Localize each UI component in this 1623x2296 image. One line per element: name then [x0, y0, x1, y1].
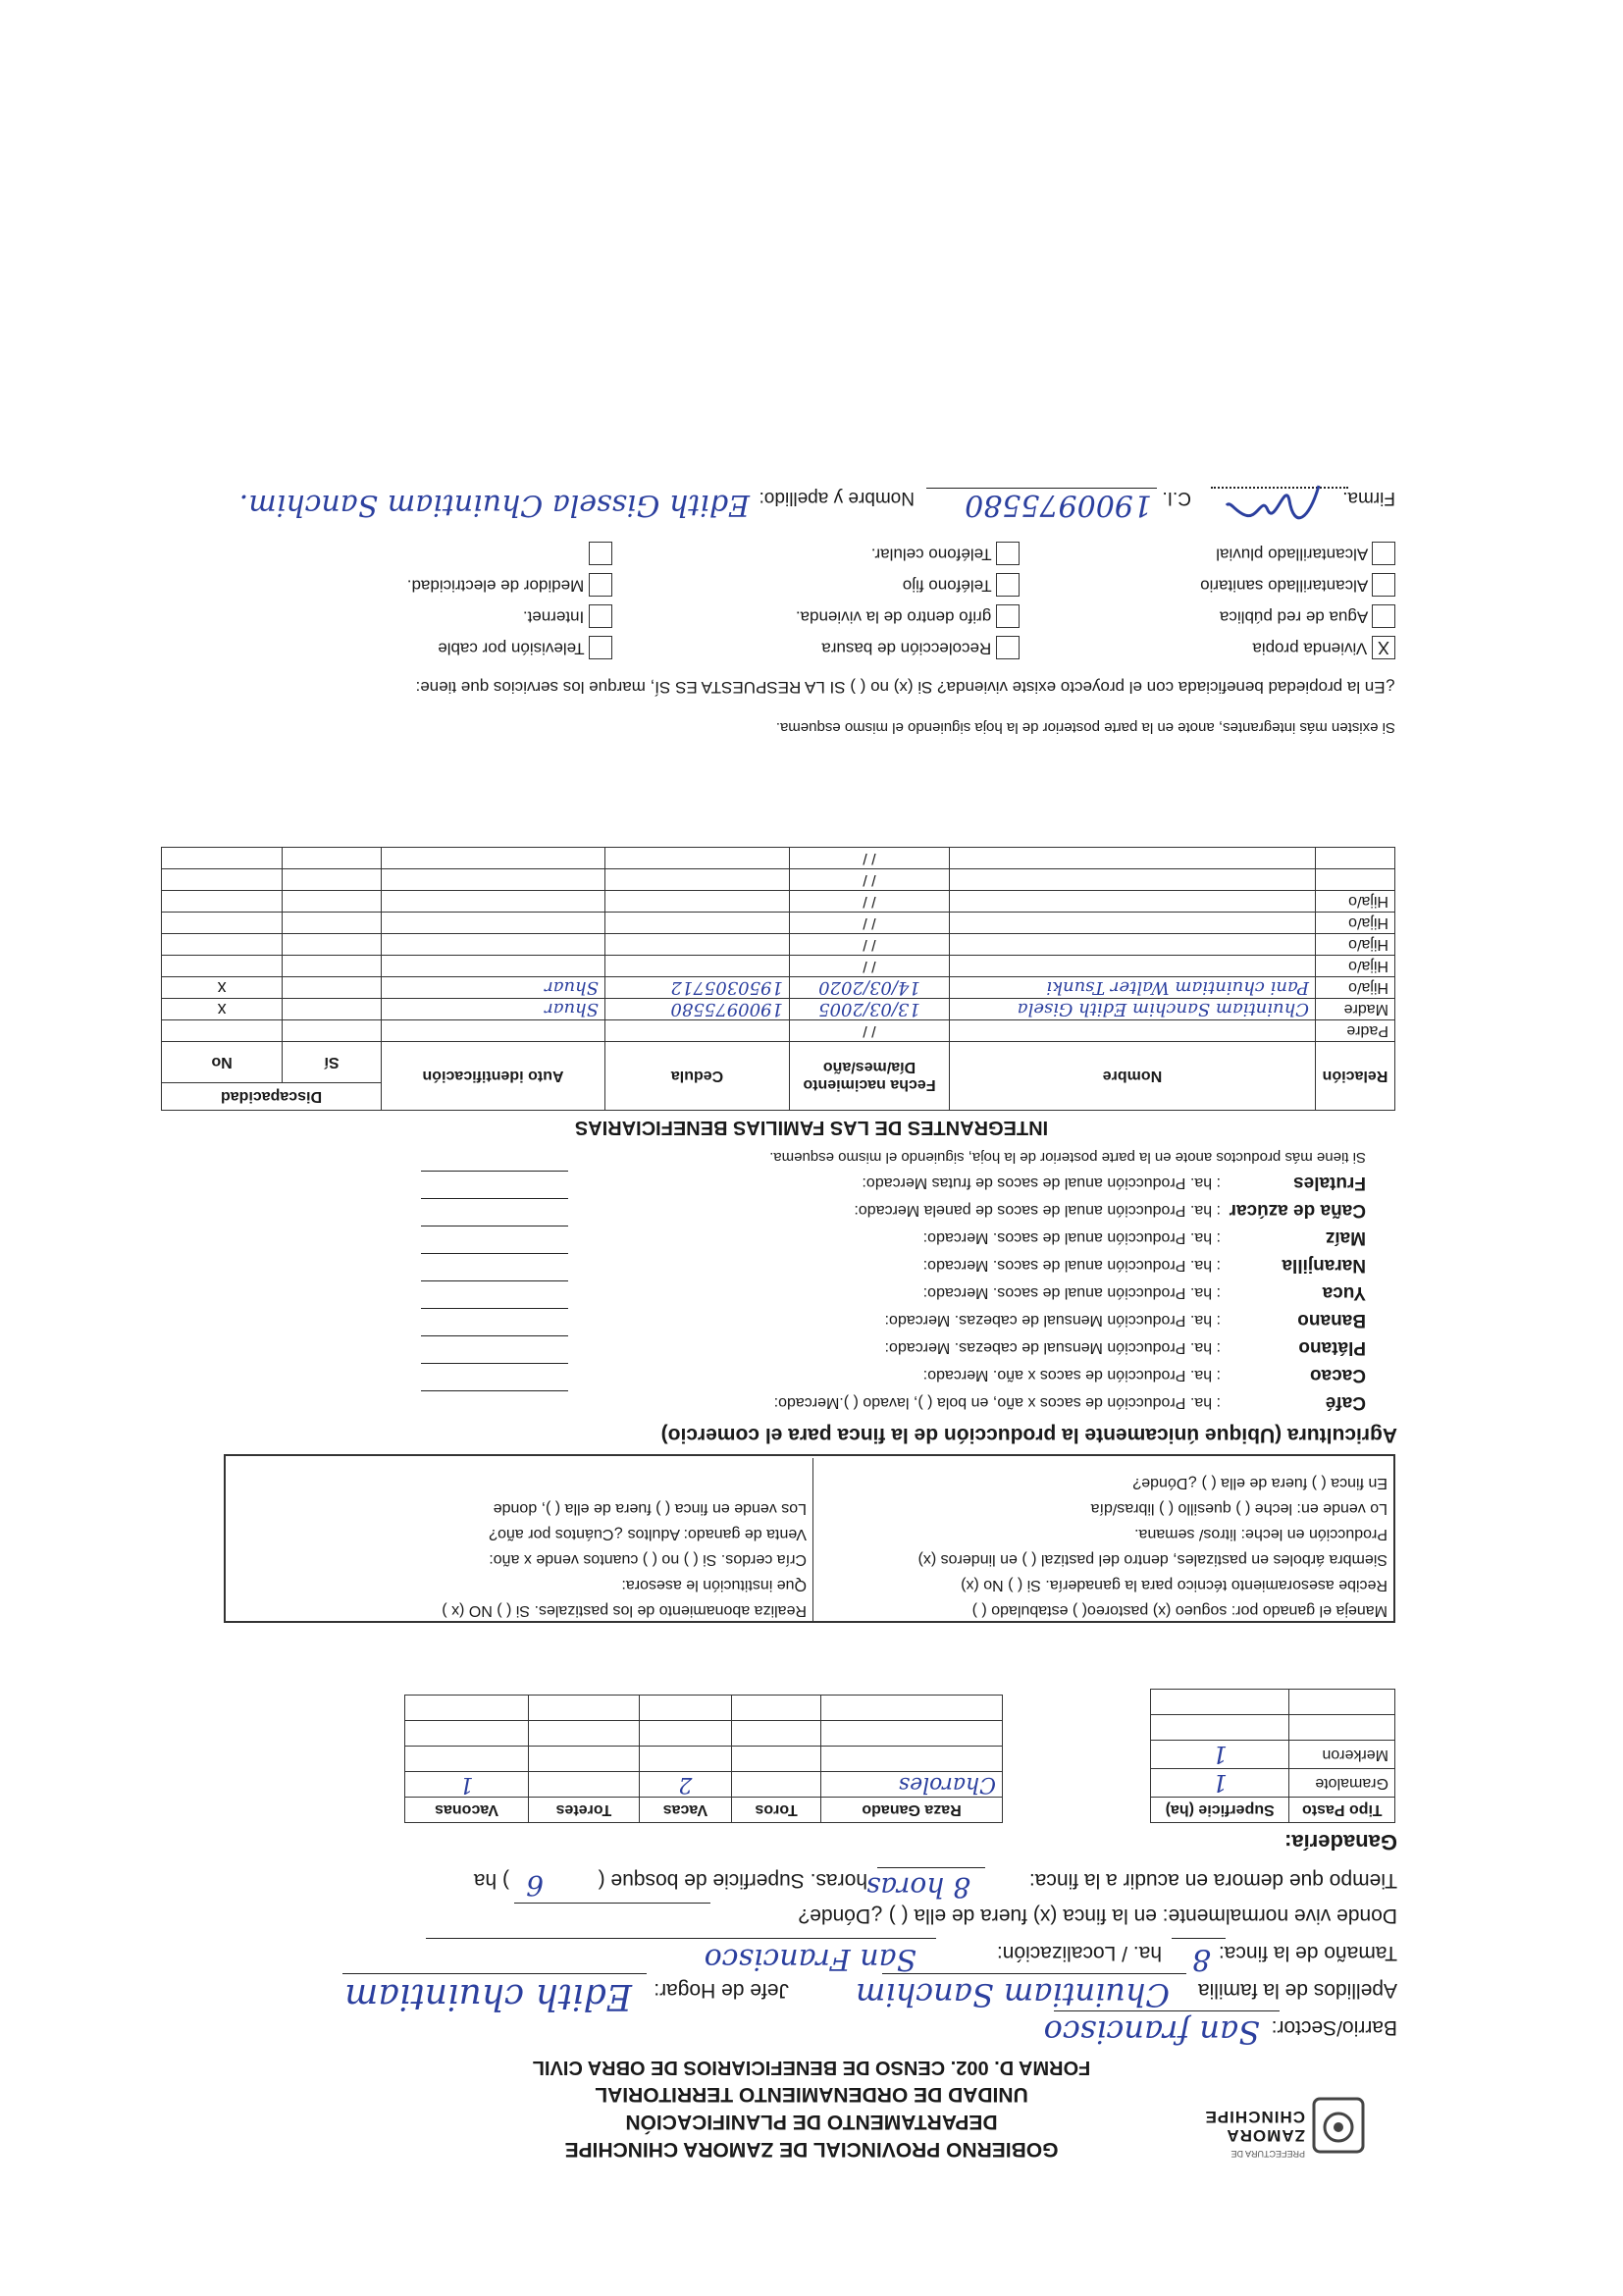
cell-nombre	[950, 869, 1316, 891]
checkbox[interactable]	[589, 542, 612, 565]
abonamiento-text: Realiza abonamiento de los pastizales. Si ( ) NO (x )	[442, 1602, 807, 1619]
signature-mark	[1221, 471, 1329, 540]
ganado-header: Raza Ganado	[821, 1798, 1003, 1823]
ganado-header: Toros	[732, 1798, 821, 1823]
ganado-toros	[732, 1721, 821, 1747]
ganaderia-title: Ganadería:	[1284, 1830, 1397, 1854]
cell-no: x	[162, 999, 283, 1020]
ganado-vacas: 2	[639, 1772, 731, 1798]
crop-name: Naranjilla	[1282, 1255, 1366, 1276]
ganado-vaconas	[405, 1721, 529, 1747]
ganado-toros	[732, 1747, 821, 1772]
ganado-row	[405, 1721, 1003, 1747]
servicio-label: Agua de red pública	[1219, 607, 1369, 627]
table-row	[162, 956, 1395, 977]
servicio-item[interactable]	[796, 604, 1020, 628]
checkbox[interactable]	[1372, 604, 1395, 628]
table-row	[162, 891, 1395, 913]
cell-si	[283, 848, 382, 869]
barrio-value: San francisco	[1043, 2013, 1260, 2051]
ganado-raza	[821, 1721, 1003, 1747]
ganado-row	[405, 1772, 1003, 1798]
pasto-header-sup: Superficie (ha)	[1151, 1798, 1289, 1823]
cell-cedula	[605, 848, 790, 869]
cell-auto: Shuar	[382, 999, 605, 1020]
cell-auto	[382, 891, 605, 913]
cell-no: x	[162, 977, 283, 999]
crop-name: Café	[1325, 1392, 1366, 1413]
ganado-toretes	[529, 1747, 640, 1772]
cell-rel: Hija/o	[1316, 956, 1395, 977]
servicio-item[interactable]	[438, 636, 612, 659]
cell-cedula: 1950305712	[605, 977, 790, 999]
pasto-tipo: Merkeron	[1289, 1741, 1395, 1769]
siembra-text: Siembra árboles en pastizales, dentro del pastizal ( ) en linderos (x)	[917, 1551, 1387, 1568]
servicios-question: ¿En la propiedad beneficiada con el proyecto existe vivienda? Si (x) no ( ) SI LA RESPUESTA ES SÍ, marque los servicios que tiene:	[415, 678, 1395, 697]
cell-cedula	[605, 913, 790, 934]
ci-value: 1900975580	[965, 488, 1152, 522]
ganado-row	[405, 1696, 1003, 1721]
ganado-toros	[732, 1696, 821, 1721]
pasto-sup: 1	[1151, 1741, 1289, 1769]
maneja-text: Maneja el ganado por: sogueo (x) pastoreo( ) estabulado ( )	[971, 1602, 1387, 1619]
servicio-label: Televisión por cable	[438, 639, 585, 658]
cell-fecha: / /	[790, 956, 950, 977]
bosque-value: 6	[526, 1869, 544, 1902]
ganado-raza: Charoles	[821, 1772, 1003, 1798]
integrantes-title: INTEGRANTES DE LAS FAMILIAS BENEFICIARIAS	[574, 1117, 1049, 1138]
ganado-vaconas: 1	[405, 1772, 529, 1798]
pasto-sup	[1151, 1690, 1289, 1715]
cell-si	[283, 913, 382, 934]
apellidos-value: Chuintiam Sanchim	[856, 1976, 1170, 2013]
checkbox[interactable]: X	[1372, 636, 1395, 659]
ganado-vacas	[639, 1747, 731, 1772]
venta-ganado-text: Venta de ganado: Adultos ¿Cuántos por año?	[489, 1526, 807, 1542]
cell-nombre: Pani chuintiam Walter Tsunki	[950, 977, 1316, 999]
vende-en-text: Lo vende en: leche ( ) quesillo ( ) libras/día	[1090, 1500, 1387, 1517]
checkbox[interactable]	[996, 604, 1020, 628]
header-auto: Auto identificación	[382, 1042, 605, 1111]
crop-name: Banano	[1297, 1310, 1366, 1331]
cell-fecha: 13/03/2005	[790, 999, 950, 1020]
cell-no	[162, 913, 283, 934]
checkbox[interactable]	[1372, 573, 1395, 597]
header-nombre: Nombre	[950, 1042, 1316, 1111]
cell-si	[283, 891, 382, 913]
checkbox[interactable]	[589, 636, 612, 659]
crop-name: Cacao	[1309, 1365, 1366, 1385]
cell-fecha: / /	[790, 869, 950, 891]
pasto-row	[1151, 1741, 1395, 1769]
ganado-raza	[821, 1696, 1003, 1721]
jefe-label: Jefe de Hogar:	[654, 1979, 789, 2002]
cell-auto: Shuar	[382, 977, 605, 999]
cell-nombre	[950, 934, 1316, 956]
cell-nombre	[950, 1020, 1316, 1042]
cell-rel: Hija/o	[1316, 913, 1395, 934]
tamano-value: 8	[1191, 1942, 1211, 1976]
servicio-item[interactable]	[1200, 573, 1395, 597]
cell-fecha: 14/03/2020	[790, 977, 950, 999]
integrantes-table	[161, 847, 1395, 1111]
integrantes-table-wrap	[161, 847, 1395, 1111]
cell-fecha: / /	[790, 1020, 950, 1042]
tiempo-text-c: ) ha	[473, 1869, 509, 1892]
servicio-item[interactable]	[871, 542, 1020, 565]
pasto-tipo	[1289, 1715, 1395, 1741]
cell-no	[162, 934, 283, 956]
cell-rel	[1316, 869, 1395, 891]
servicio-item[interactable]	[407, 573, 612, 597]
ganado-header: Toretes	[529, 1798, 640, 1823]
table-row	[162, 977, 1395, 999]
cell-auto	[382, 913, 605, 934]
servicio-label: Teléfono celular.	[870, 545, 992, 564]
cell-cedula	[605, 869, 790, 891]
cell-nombre: Chuintiam Sanchim Edith Gisela	[950, 999, 1316, 1020]
cell-rel: Hija/o	[1316, 891, 1395, 913]
pasto-row	[1151, 1690, 1395, 1715]
cell-nombre	[950, 848, 1316, 869]
servicio-label: Recolección de basura	[821, 639, 992, 658]
cell-si	[283, 934, 382, 956]
servicio-label: Vivienda propia	[1252, 639, 1368, 658]
tiempo-text-a: Tiempo que demora en acudir a la finca:	[1028, 1869, 1397, 1892]
servicio-item[interactable]	[589, 542, 612, 565]
ganado-header: Vaconas	[405, 1798, 529, 1823]
cell-rel: Hija/o	[1316, 977, 1395, 999]
org-line-3: UNIDAD DE ORDENAMIENTO TERRITORIAL	[595, 2083, 1028, 2106]
cell-cedula	[605, 956, 790, 977]
checkbox[interactable]	[996, 636, 1020, 659]
crop-line: : ha. Producción Mensual de cabezas. Mercado:	[884, 1312, 1221, 1329]
ganado-table	[404, 1695, 1003, 1823]
cell-auto	[382, 934, 605, 956]
cell-rel: Padre	[1316, 1020, 1395, 1042]
pasto-row	[1151, 1769, 1395, 1798]
tamano-label: Tamaño de la finca:	[1218, 1942, 1397, 1964]
tiempo-value: 8 horas	[865, 1871, 970, 1904]
cell-si	[283, 999, 382, 1020]
header-fecha: Fecha nacimiento Día/mes/año	[790, 1042, 950, 1111]
servicio-item[interactable]	[523, 604, 612, 628]
checkbox[interactable]	[1372, 542, 1395, 565]
asesoramiento-text: Recibe asesoramiento técnico para la ganadería. Si ( ) No (x)	[961, 1577, 1387, 1593]
pasto-table-wrap	[1150, 1689, 1395, 1823]
cell-nombre	[950, 891, 1316, 913]
pasto-sup: 1	[1151, 1769, 1289, 1798]
header-cedula: Cedula	[605, 1042, 790, 1111]
ganado-raza	[821, 1747, 1003, 1772]
checkbox[interactable]	[589, 573, 612, 597]
pasto-row	[1151, 1715, 1395, 1741]
pasto-tipo	[1289, 1690, 1395, 1715]
firma-label: Firma.	[1342, 488, 1395, 508]
cell-rel	[1316, 848, 1395, 869]
cell-cedula	[605, 891, 790, 913]
crop-name: Frutales	[1293, 1173, 1366, 1193]
ganado-toretes	[529, 1721, 640, 1747]
institucion-text: Que institución le asesora:	[621, 1577, 807, 1593]
cell-fecha: / /	[790, 848, 950, 869]
table-row	[162, 999, 1395, 1020]
jefe-value: Edith chuintiam	[344, 1976, 632, 2016]
cell-cedula: 1900975580	[605, 999, 790, 1020]
servicio-label: Teléfono fijo	[902, 576, 992, 596]
cell-auto	[382, 956, 605, 977]
logo-small-text: PREFECTURA DE	[1230, 2149, 1305, 2159]
logo-name: ZAMORA CHINCHIPE	[1204, 2108, 1305, 2145]
ganado-vaconas	[405, 1696, 529, 1721]
cell-no	[162, 869, 283, 891]
servicio-item[interactable]	[903, 573, 1020, 597]
crop-line: : ha. Producción de sacos x año, en bola ( ), lavado ( ).Mercado:	[773, 1394, 1221, 1411]
servicio-item[interactable]	[821, 636, 1020, 659]
en-finca-text: En finca ( ) fuera de ella ( ) ¿Dónde?	[1132, 1475, 1387, 1491]
cell-no	[162, 891, 283, 913]
cell-no	[162, 848, 283, 869]
crop-name: Caña de azúcar	[1229, 1200, 1366, 1221]
cell-fecha: / /	[790, 913, 950, 934]
ganado-toros	[732, 1772, 821, 1798]
crop-name: Maíz	[1325, 1227, 1366, 1248]
cell-auto	[382, 848, 605, 869]
checkbox[interactable]	[996, 573, 1020, 597]
ganado-vaconas	[405, 1747, 529, 1772]
form-title: FORMA D. 002. CENSO DE BENEFICIARIOS DE OBRA CIVIL	[532, 2057, 1091, 2078]
tiempo-text-b: horas. Superficie de bosque (	[598, 1869, 867, 1892]
cell-auto	[382, 1020, 605, 1042]
barrio-label: Barrio/Sector:	[1271, 2016, 1397, 2039]
cell-cedula	[605, 1020, 790, 1042]
crop-line: : ha. Producción anual de sacos. Mercado:	[922, 1284, 1221, 1301]
ganado-header: Vacas	[639, 1798, 731, 1823]
cell-fecha: / /	[790, 934, 950, 956]
crop-line: : ha. Producción anual de sacos. Mercado:	[922, 1229, 1221, 1246]
org-line-1: GOBIERNO PROVINCIAL DE ZAMORA CHINCHIPE	[564, 2138, 1059, 2161]
nombre-label: Nombre y apellido:	[759, 488, 915, 508]
crop-line: : ha. Producción anual de sacos de panela Mercado:	[854, 1202, 1221, 1219]
cell-no	[162, 956, 283, 977]
ganado-toretes	[529, 1772, 640, 1798]
header-disc-si: Sí	[283, 1042, 382, 1083]
pasto-table	[1150, 1689, 1395, 1823]
pasto-sup	[1151, 1715, 1289, 1741]
checkbox[interactable]	[589, 604, 612, 628]
ganado-vacas	[639, 1696, 731, 1721]
ci-label: C.I.	[1162, 488, 1191, 508]
vende-finca-text: Los vende en finca ( ) fuera de ella ( ), donde	[493, 1500, 807, 1517]
crop-name: Yuca	[1322, 1282, 1366, 1303]
cell-cedula	[605, 934, 790, 956]
servicio-label: Alcantarillado sanitario	[1200, 576, 1369, 596]
servicio-item[interactable]	[1216, 542, 1395, 565]
cria-text: Cría cerdos. Si ( ) no ( ) cuantos vende x año:	[489, 1551, 807, 1568]
apellidos-label: Apellidos de la familia	[1197, 1979, 1397, 2002]
servicio-label: Internet.	[522, 607, 585, 627]
table-row	[162, 848, 1395, 869]
crop-name: Plátano	[1298, 1337, 1366, 1358]
produccion-leche-text: Producción en leche: litros/ semana.	[1134, 1526, 1387, 1542]
pasto-tipo: Gramalote	[1289, 1769, 1395, 1798]
crop-line: : ha. Producción anual de sacos. Mercado:	[922, 1257, 1221, 1274]
cell-si	[283, 1020, 382, 1042]
pasto-header-tipo: Tipo Pasto	[1289, 1798, 1395, 1823]
vive-text: Donde vive normalmente: en la finca (x) fuera de ella ( ) ¿Dónde?	[798, 1905, 1397, 1927]
header-relacion: Relación	[1316, 1042, 1395, 1111]
cell-fecha: / /	[790, 891, 950, 913]
ganado-toretes	[529, 1696, 640, 1721]
agricultura-title: Agricultura (Ubique únicamente la producción de la finca para el comercio)	[660, 1424, 1397, 1446]
table-row	[162, 1020, 1395, 1042]
checkbox[interactable]	[996, 542, 1020, 565]
header-disc-no: No	[162, 1042, 283, 1083]
ganado-row	[405, 1747, 1003, 1772]
servicio-item[interactable]	[1252, 636, 1395, 659]
agricultura-note: Si tiene más productos anote en la parte posterior de la hoja, siguiendo el mismo esquema.	[769, 1149, 1366, 1166]
nombre-value: Edith Gissela Chuintiam Sanchim.	[238, 488, 750, 522]
cell-si	[283, 977, 382, 999]
crop-line: : ha. Producción de sacos x año. Mercado:	[922, 1367, 1221, 1383]
servicio-label: Medidor de electricidad.	[406, 576, 585, 596]
ganado-vacas	[639, 1721, 731, 1747]
cell-nombre	[950, 913, 1316, 934]
table-row	[162, 934, 1395, 956]
table-row	[162, 869, 1395, 891]
localizacion-value: San Francisco	[704, 1942, 916, 1976]
integrantes-note: Si existen más integrantes, anote en la parte posterior de la hoja siguiendo el mismo esquema.	[775, 719, 1395, 736]
cell-no	[162, 1020, 283, 1042]
cell-si	[283, 956, 382, 977]
crop-line: : ha. Producción Mensual de cabezas. Mercado:	[884, 1339, 1221, 1356]
servicio-label: grifo dentro de la vivienda.	[795, 607, 992, 627]
cell-rel: Madre	[1316, 999, 1395, 1020]
tamano-unit: ha. / Localización:	[996, 1942, 1162, 1964]
org-line-2: DEPARTAMENTO DE PLANIFICACIÓN	[625, 2111, 998, 2133]
cell-si	[283, 869, 382, 891]
servicio-item[interactable]	[1220, 604, 1395, 628]
table-row	[162, 913, 1395, 934]
servicio-label: Alcantarillado pluvial	[1216, 545, 1369, 564]
cell-nombre	[950, 956, 1316, 977]
cell-auto	[382, 869, 605, 891]
ganado-table-wrap	[404, 1695, 1003, 1823]
crop-line: : ha. Producción anual de sacos de frutas Mercado:	[862, 1174, 1221, 1191]
cell-rel: Hija/o	[1316, 934, 1395, 956]
header-discapacidad: Discapacidad	[162, 1083, 382, 1111]
